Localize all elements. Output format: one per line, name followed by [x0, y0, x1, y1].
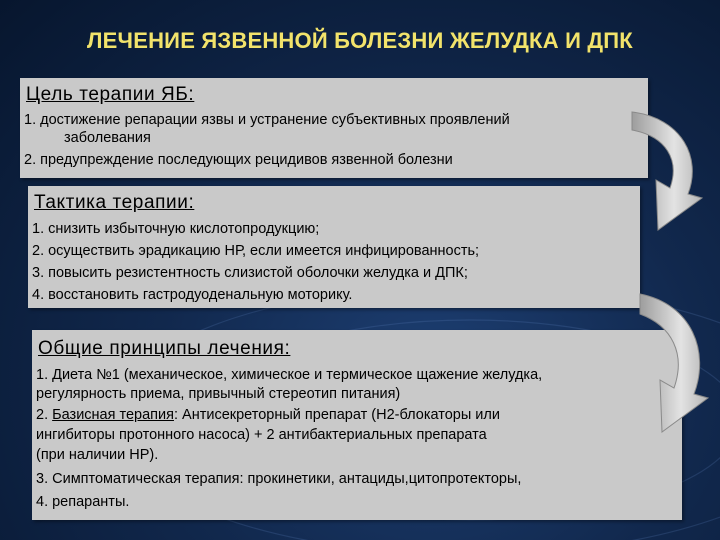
list-item: 4. восстановить гастродуоденальную моторику. — [32, 287, 353, 303]
list-item: 3. повысить резистентность слизистой оболочки желудка и ДПК; — [32, 265, 468, 281]
list-item-number: 2. — [36, 407, 53, 423]
list-item: регулярность приема, привычный стереотип питания) — [36, 386, 401, 402]
list-item: 1. снизить избыточную кислотопродукцию; — [32, 221, 320, 237]
therapy-tactics-panel — [28, 186, 640, 308]
curved-arrow-icon — [622, 108, 712, 238]
list-item: 2. предупреждение последующих рецидивов язвенной болезни — [24, 152, 453, 168]
slide-title: ЛЕЧЕНИЕ ЯЗВЕННОЙ БОЛЕЗНИ ЖЕЛУДКА И ДПК — [87, 28, 633, 53]
list-item — [36, 406, 500, 424]
list-item: 3. Симптоматическая терапия: прокинетики, антациды,цитопротекторы, — [36, 471, 522, 487]
list-item: 1. достижение репарации язвы и устранение субъективных проявлений — [24, 112, 510, 128]
therapy-tactics-heading: Тактика терапии: — [34, 192, 195, 213]
therapy-goal-panel — [20, 78, 648, 178]
list-item: (при наличии НР). — [36, 447, 159, 463]
basic-therapy-term: Базисная терапия — [52, 407, 174, 423]
treatment-principles-heading: Общие принципы лечения: — [38, 338, 291, 359]
list-item: ингибиторы протонного насоса) + 2 антибактериальных препарата — [36, 427, 487, 443]
list-item-text: : Антисекреторный препарат (Н2-блокаторы или — [173, 407, 500, 423]
list-item: 4. репаранты. — [36, 494, 130, 510]
therapy-goal-heading: Цель терапии ЯБ: — [26, 84, 195, 105]
list-item: 2. осуществить эрадикацию НР, если имеется инфицированность; — [32, 243, 480, 259]
treatment-principles-panel — [32, 330, 682, 520]
list-item: 1. Диета №1 (механическое, химическое и термическое щажение желудка, — [36, 367, 543, 383]
list-item: заболевания — [64, 130, 151, 146]
curved-arrow-icon — [626, 290, 716, 440]
